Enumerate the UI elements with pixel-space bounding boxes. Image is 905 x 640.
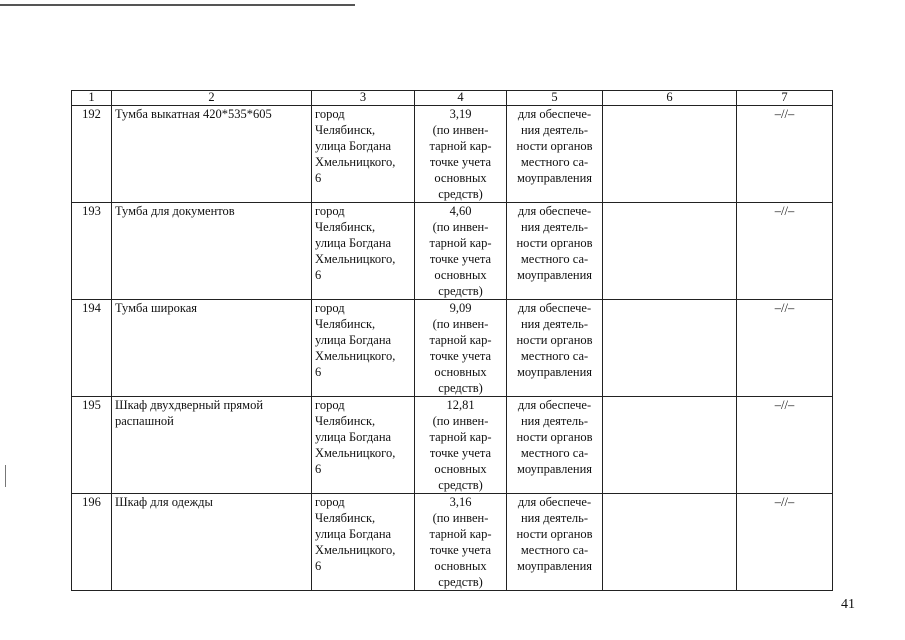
row-number: 192 [72, 106, 112, 203]
item-purpose: для обеспече- ния деятель- ности органов местного са- моуправления [507, 397, 603, 494]
item-name: Шкаф двухдверный прямой распашной [112, 397, 312, 494]
item-name: Тумба для документов [112, 203, 312, 300]
item-cost: 3,16 (по инвен- тарной кар- точке учета основных средств) [415, 494, 507, 591]
item-col6 [603, 494, 737, 591]
property-table [71, 90, 833, 591]
item-ditto: –//– [737, 106, 833, 203]
item-col6 [603, 300, 737, 397]
header-col-1: 1 [72, 91, 112, 106]
header-col-6: 6 [603, 91, 737, 106]
table-row [72, 397, 833, 494]
item-purpose: для обеспече- ния деятель- ности органов местного са- моуправления [507, 106, 603, 203]
table-row [72, 203, 833, 300]
item-ditto: –//– [737, 397, 833, 494]
item-purpose: для обеспече- ния деятель- ности органов местного са- моуправления [507, 300, 603, 397]
table-row [72, 494, 833, 591]
item-address: город Челябинск, улица Богдана Хмельницкого, 6 [312, 494, 415, 591]
item-cost: 3,19 (по инвен- тарной кар- точке учета основных средств) [415, 106, 507, 203]
item-name: Шкаф для одежды [112, 494, 312, 591]
item-address: город Челябинск, улица Богдана Хмельницкого, 6 [312, 397, 415, 494]
table-row [72, 300, 833, 397]
item-col6 [603, 397, 737, 494]
page-number: 41 [841, 597, 855, 612]
item-col6 [603, 106, 737, 203]
table-row [72, 106, 833, 203]
header-col-5: 5 [507, 91, 603, 106]
header-col-3: 3 [312, 91, 415, 106]
row-number: 196 [72, 494, 112, 591]
row-number: 195 [72, 397, 112, 494]
item-ditto: –//– [737, 203, 833, 300]
item-address: город Челябинск, улица Богдана Хмельницкого, 6 [312, 300, 415, 397]
scan-margin-mark [5, 465, 6, 487]
item-name: Тумба широкая [112, 300, 312, 397]
top-rule [0, 4, 355, 6]
header-row [72, 91, 833, 106]
item-purpose: для обеспече- ния деятель- ности органов местного са- моуправления [507, 203, 603, 300]
row-number: 194 [72, 300, 112, 397]
item-purpose: для обеспече- ния деятель- ности органов местного са- моуправления [507, 494, 603, 591]
header-col-2: 2 [112, 91, 312, 106]
item-ditto: –//– [737, 494, 833, 591]
item-cost: 12,81 (по инвен- тарной кар- точке учета основных средств) [415, 397, 507, 494]
item-cost: 9,09 (по инвен- тарной кар- точке учета основных средств) [415, 300, 507, 397]
item-col6 [603, 203, 737, 300]
item-name: Тумба выкатная 420*535*605 [112, 106, 312, 203]
item-address: город Челябинск, улица Богдана Хмельницкого, 6 [312, 106, 415, 203]
item-address: город Челябинск, улица Богдана Хмельницкого, 6 [312, 203, 415, 300]
header-col-4: 4 [415, 91, 507, 106]
item-cost: 4,60 (по инвен- тарной кар- точке учета основных средств) [415, 203, 507, 300]
item-ditto: –//– [737, 300, 833, 397]
row-number: 193 [72, 203, 112, 300]
header-col-7: 7 [737, 91, 833, 106]
